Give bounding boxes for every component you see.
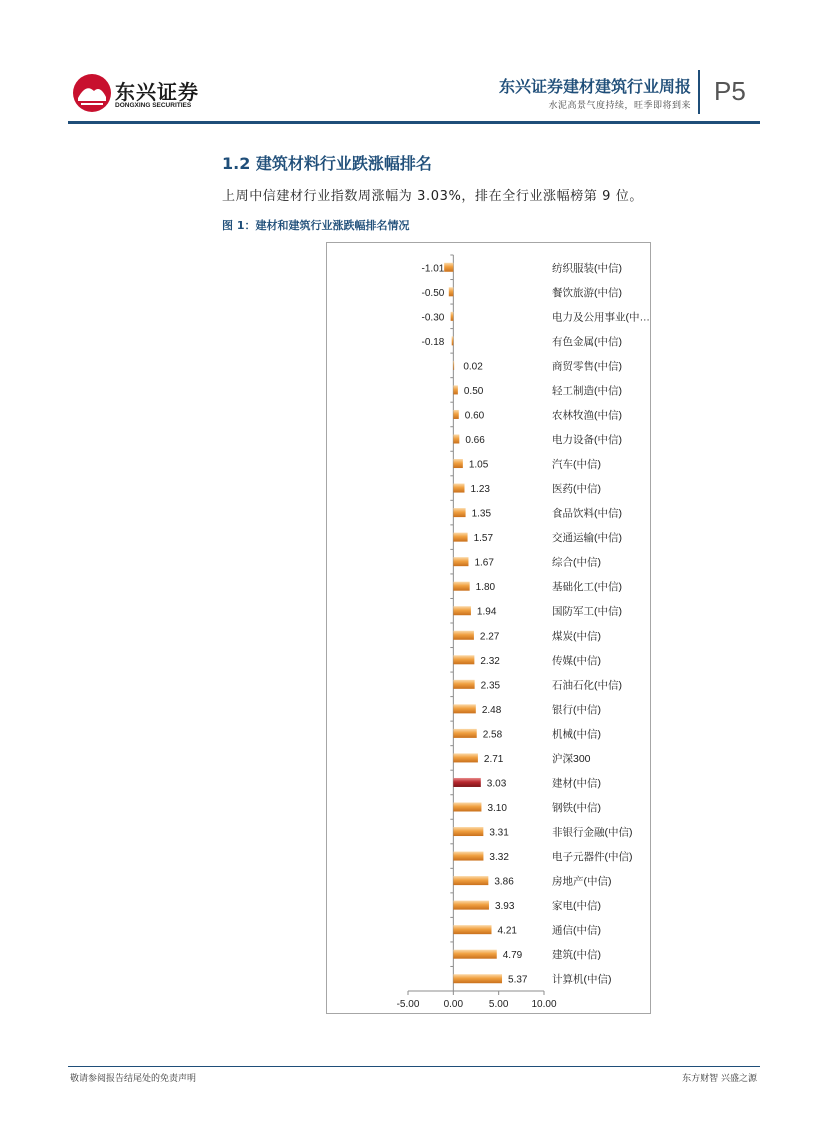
bar-value-label: -0.50 bbox=[421, 287, 445, 299]
x-tick-label: -5.00 bbox=[396, 999, 420, 1010]
footer-disclaimer: 敬请参阅报告结尾处的免责声明 bbox=[70, 1074, 197, 1084]
chart-bar bbox=[453, 852, 483, 861]
category-label: 钢铁(中信) bbox=[552, 802, 601, 814]
chart-bar bbox=[453, 827, 483, 836]
category-label: 机械(中信) bbox=[552, 728, 601, 741]
bar-chart bbox=[327, 243, 650, 1013]
category-label: 电力及公用事业(中… bbox=[552, 311, 650, 324]
bar-value-label: 0.60 bbox=[464, 410, 485, 422]
chart-bar bbox=[452, 336, 454, 345]
bar-value-label: 2.35 bbox=[480, 680, 501, 692]
category-label: 餐饮旅游(中信) bbox=[552, 286, 622, 299]
chart-bar bbox=[453, 557, 468, 566]
chart-bar bbox=[453, 435, 459, 444]
bar-value-label: 4.79 bbox=[502, 950, 523, 962]
category-label: 有色金属(中信) bbox=[552, 335, 622, 348]
chart-bar bbox=[453, 876, 488, 885]
company-logo bbox=[72, 73, 242, 113]
category-label: 国防军工(中信) bbox=[552, 605, 622, 618]
bar-value-label: -1.01 bbox=[421, 263, 445, 275]
figure-caption: 图 1：建材和建筑行业涨跌幅排名情况 bbox=[222, 219, 410, 232]
chart-bar bbox=[453, 533, 467, 542]
category-label: 轻工制造(中信) bbox=[552, 384, 622, 397]
bar-value-label: 3.32 bbox=[489, 852, 509, 864]
category-label: 医药(中信) bbox=[552, 483, 601, 496]
bar-value-label: 3.10 bbox=[487, 803, 507, 814]
header-divider bbox=[698, 70, 700, 114]
chart-bar bbox=[453, 729, 476, 738]
chart-bar bbox=[444, 263, 453, 272]
bar-value-label: 2.58 bbox=[482, 729, 503, 741]
category-label: 传媒(中信) bbox=[552, 654, 601, 667]
chart-bar bbox=[453, 803, 481, 812]
bar-value-label: 2.27 bbox=[479, 631, 500, 643]
chart-bar bbox=[453, 508, 465, 517]
chart-bar bbox=[453, 901, 489, 910]
chart-bar bbox=[449, 287, 454, 296]
chart-bar bbox=[453, 680, 474, 689]
category-label: 房地产(中信) bbox=[552, 875, 612, 888]
x-tick-label: 0.00 bbox=[443, 999, 464, 1010]
bar-value-label: 3.93 bbox=[494, 901, 515, 913]
chart-bar bbox=[453, 410, 458, 419]
category-label: 石油石化(中信) bbox=[552, 679, 622, 692]
category-label: 食品饮料(中信) bbox=[552, 507, 622, 520]
category-label: 交通运输(中信) bbox=[552, 532, 622, 545]
chart-bar bbox=[453, 484, 464, 493]
category-label: 计算机(中信) bbox=[552, 973, 612, 986]
section-body: 上周中信建材行业指数周涨幅为 3.03%，排在全行业涨幅榜第 9 位。 bbox=[222, 189, 643, 204]
chart-bar bbox=[453, 950, 496, 959]
bar-value-label: 1.80 bbox=[475, 582, 496, 594]
category-label: 通信(中信) bbox=[552, 924, 601, 937]
category-label: 非银行金融(中信) bbox=[552, 826, 633, 839]
category-label: 汽车(中信) bbox=[552, 458, 601, 471]
chart-bar bbox=[453, 704, 475, 713]
category-label: 农林牧渔(中信) bbox=[552, 409, 622, 422]
footer-rule bbox=[68, 1066, 760, 1067]
bar-value-label: 0.66 bbox=[465, 435, 485, 446]
bar-value-label: 1.67 bbox=[474, 557, 494, 569]
bar-value-label: 5.37 bbox=[508, 974, 528, 986]
chart-bar bbox=[453, 606, 471, 615]
chart-frame bbox=[326, 242, 651, 1014]
bar-value-label: 3.31 bbox=[489, 827, 509, 839]
category-label: 煤炭(中信) bbox=[552, 630, 601, 643]
category-label: 银行(中信) bbox=[552, 703, 601, 716]
section-title: 1.2 建筑材料行业跌涨幅排名 bbox=[222, 154, 432, 173]
chart-bar bbox=[453, 582, 469, 591]
logo-mark-icon bbox=[72, 73, 112, 113]
x-tick-label: 5.00 bbox=[488, 999, 509, 1010]
bar-value-label: -0.30 bbox=[421, 312, 445, 324]
bar-value-label: 1.23 bbox=[470, 484, 490, 496]
bar-value-label: 4.21 bbox=[497, 925, 517, 937]
bar-value-label: 0.02 bbox=[463, 361, 483, 373]
bar-value-label: 1.57 bbox=[473, 533, 494, 545]
x-tick-label: 10.00 bbox=[531, 999, 557, 1010]
category-label: 基础化工(中信) bbox=[552, 581, 622, 594]
category-label: 家电(中信) bbox=[552, 900, 601, 913]
bar-value-label: 1.05 bbox=[468, 459, 489, 471]
report-subtitle: 水泥高景气度持续，旺季即将到来 bbox=[548, 101, 691, 111]
chart-bar bbox=[453, 655, 474, 664]
chart-bar bbox=[453, 974, 502, 983]
chart-bar bbox=[453, 925, 491, 934]
bar-value-label: 2.32 bbox=[480, 655, 500, 667]
bar-value-label: 3.03 bbox=[486, 778, 507, 790]
report-title: 东兴证券建材建筑行业周报 bbox=[498, 77, 691, 96]
bar-value-label: 3.86 bbox=[494, 876, 514, 888]
bar-value-label: 1.35 bbox=[471, 508, 492, 520]
category-label: 电力设备(中信) bbox=[552, 434, 622, 446]
chart-bar bbox=[453, 361, 454, 370]
logo-text-en: DONGXING SECURITIES bbox=[115, 102, 192, 109]
chart-bar bbox=[453, 778, 480, 787]
bar-value-label: 1.94 bbox=[476, 606, 497, 618]
bar-value-label: 2.48 bbox=[481, 704, 502, 716]
chart-bar bbox=[453, 459, 463, 468]
category-label: 商贸零售(中信) bbox=[552, 360, 622, 373]
category-label: 建材(中信) bbox=[552, 777, 601, 790]
chart-bar bbox=[451, 312, 454, 321]
bar-value-label: -0.18 bbox=[421, 336, 445, 348]
category-label: 综合(中信) bbox=[552, 556, 601, 569]
bar-value-label: 0.50 bbox=[463, 385, 484, 397]
chart-bar bbox=[453, 753, 478, 762]
chart-bar bbox=[453, 385, 458, 394]
category-label: 建筑(中信) bbox=[552, 949, 601, 962]
logo-text-cn: 东兴证券 bbox=[115, 80, 199, 104]
category-label: 沪深300 bbox=[552, 752, 591, 765]
footer-slogan: 东方财智 兴盛之源 bbox=[682, 1074, 757, 1084]
category-label: 电子元器件(中信) bbox=[552, 851, 633, 864]
chart-bar bbox=[453, 631, 474, 640]
bar-value-label: 2.71 bbox=[483, 753, 504, 765]
header-rule bbox=[68, 121, 760, 124]
category-label: 纺织服装(中信) bbox=[552, 262, 622, 275]
page-number: P5 bbox=[714, 76, 746, 106]
